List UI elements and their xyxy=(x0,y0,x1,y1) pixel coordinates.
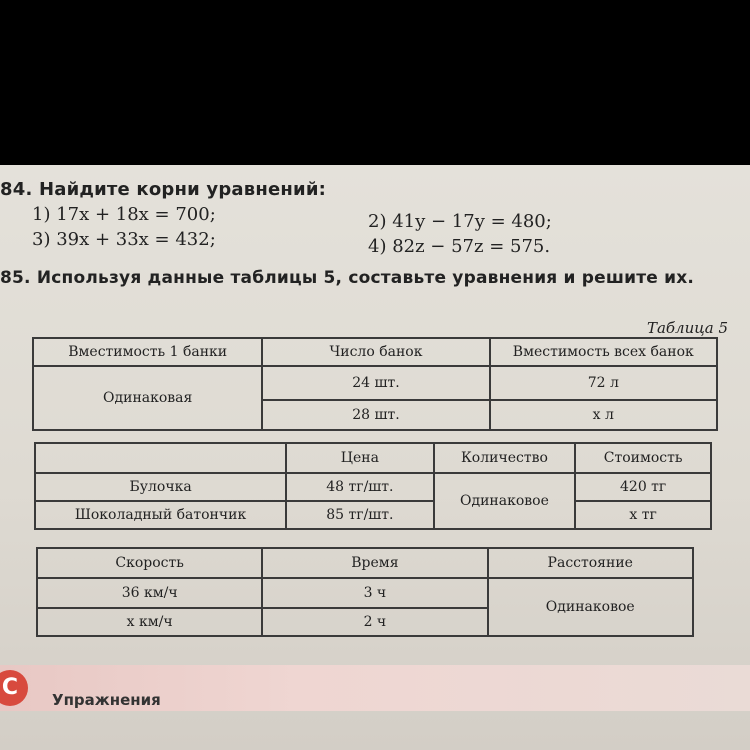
header-time: Время xyxy=(262,548,487,578)
textbook-page xyxy=(0,165,750,750)
cell-name-1: Булочка xyxy=(35,473,286,501)
cell-price-1: 48 тг/шт. xyxy=(286,473,433,501)
cell-speed-1: 36 км/ч xyxy=(37,578,262,608)
table-prices xyxy=(34,442,712,530)
cell-price-2: 85 тг/шт. xyxy=(286,501,433,529)
header-blank xyxy=(35,443,286,473)
header-quantity: Количество xyxy=(434,443,576,473)
cell-name-2: Шоколадный батончик xyxy=(35,501,286,529)
section-title: Упражнения xyxy=(52,691,161,709)
header-speed: Скорость xyxy=(37,548,262,578)
cell-count-1: 24 шт. xyxy=(262,366,489,400)
cell-count-2: 28 шт. xyxy=(262,400,489,430)
cell-total-2: x л xyxy=(490,400,717,430)
header-count: Число банок xyxy=(262,338,489,366)
equation-4: 4) 82z − 57z = 575. xyxy=(368,236,551,257)
cell-time-1: 3 ч xyxy=(262,578,487,608)
header-cost: Стоимость xyxy=(575,443,711,473)
cell-total-1: 72 л xyxy=(490,366,717,400)
cell-quantity-same: Одинаковое xyxy=(434,473,576,529)
equation-3: 3) 39x + 33x = 432; xyxy=(32,229,216,250)
equation-1: 1) 17x + 18x = 700; xyxy=(32,204,216,225)
header-capacity-one: Вместимость 1 банки xyxy=(33,338,262,366)
cell-distance-same: Одинаковое xyxy=(488,578,694,636)
exercise-84-heading: 84. Найдите корни уравнений: xyxy=(0,179,327,200)
cell-cost-2: x тг xyxy=(575,501,711,529)
equation-2: 2) 41y − 17y = 480; xyxy=(368,211,552,232)
header-distance: Расстояние xyxy=(488,548,694,578)
header-price: Цена xyxy=(286,443,433,473)
cell-speed-2: x км/ч xyxy=(37,608,262,636)
table-caption: Таблица 5 xyxy=(646,319,728,337)
header-capacity-all: Вместимость всех банок xyxy=(490,338,717,366)
table-speed xyxy=(36,547,694,637)
cell-capacity-same: Одинаковая xyxy=(33,366,262,430)
cell-cost-1: 420 тг xyxy=(575,473,711,501)
cell-time-2: 2 ч xyxy=(262,608,487,636)
section-badge: С xyxy=(0,670,28,706)
exercise-85-heading: 85. Используя данные таблицы 5, составьте уравнения и решите их. xyxy=(0,268,695,288)
table-jars xyxy=(32,337,718,431)
